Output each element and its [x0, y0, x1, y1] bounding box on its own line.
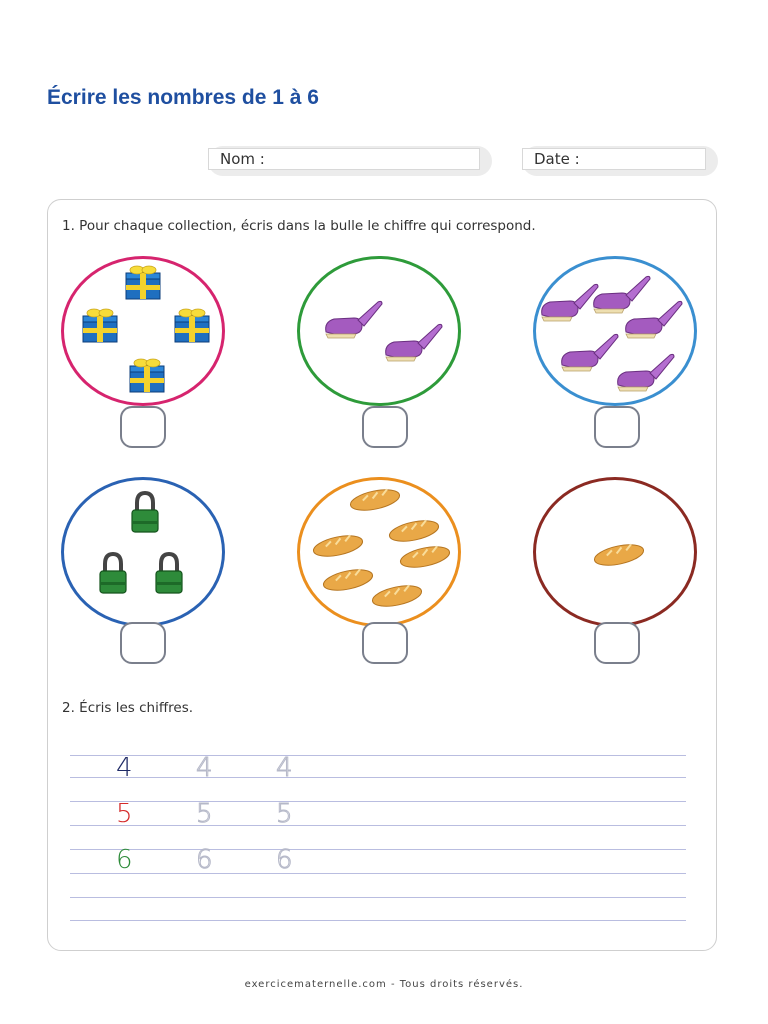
answer-box-1[interactable]: [120, 406, 166, 448]
exercise-1-instruction: 1. Pour chaque collection, écris dans la bulle le chiffre qui correspond.: [62, 218, 536, 234]
padlock-icon: [156, 554, 182, 593]
brush-icon: [386, 324, 442, 361]
page-title: Écrire les nombres de 1 à 6: [47, 86, 319, 109]
answer-box-4[interactable]: [120, 622, 166, 664]
bread-icon: [371, 582, 424, 610]
date-label: Date :: [534, 150, 580, 168]
brush-icon: [562, 334, 618, 371]
answer-box-2[interactable]: [362, 406, 408, 448]
gift-box-icon: [175, 309, 209, 342]
trace-digit-6[interactable]: 6: [196, 845, 213, 875]
trace-digit-6[interactable]: 6: [276, 845, 293, 875]
trace-digit-5[interactable]: 5: [196, 799, 213, 829]
trace-digit-5[interactable]: 5: [276, 799, 293, 829]
bread-icon: [312, 532, 365, 560]
trace-digit-4[interactable]: 4: [196, 753, 213, 783]
writing-lines: [70, 753, 686, 923]
bread-icon: [349, 486, 402, 514]
padlock-icon: [132, 493, 158, 532]
bread-icon: [388, 517, 441, 545]
padlock-icon: [100, 554, 126, 593]
name-label: Nom :: [220, 150, 265, 168]
model-digit-4: 4: [116, 753, 133, 783]
answer-box-3[interactable]: [594, 406, 640, 448]
brush-icon: [618, 354, 674, 391]
brush-icon: [326, 301, 382, 338]
brush-icon: [542, 284, 598, 321]
bread-icon: [322, 566, 375, 594]
exercise-2-instruction: 2. Écris les chiffres.: [62, 700, 194, 716]
bread-icon: [593, 541, 646, 569]
gift-box-icon: [83, 309, 117, 342]
brush-icon: [626, 301, 682, 338]
copyright-footer: exercicematernelle.com - Tous droits réservés.: [244, 979, 524, 990]
trace-digit-4[interactable]: 4: [276, 753, 293, 783]
answer-box-5[interactable]: [362, 622, 408, 664]
model-digit-5: 5: [116, 799, 133, 829]
gift-box-icon: [126, 266, 160, 299]
answer-box-6[interactable]: [594, 622, 640, 664]
gift-box-icon: [130, 359, 164, 392]
bread-icon: [399, 543, 452, 571]
brush-icon: [594, 276, 650, 313]
model-digit-6: 6: [116, 845, 133, 875]
